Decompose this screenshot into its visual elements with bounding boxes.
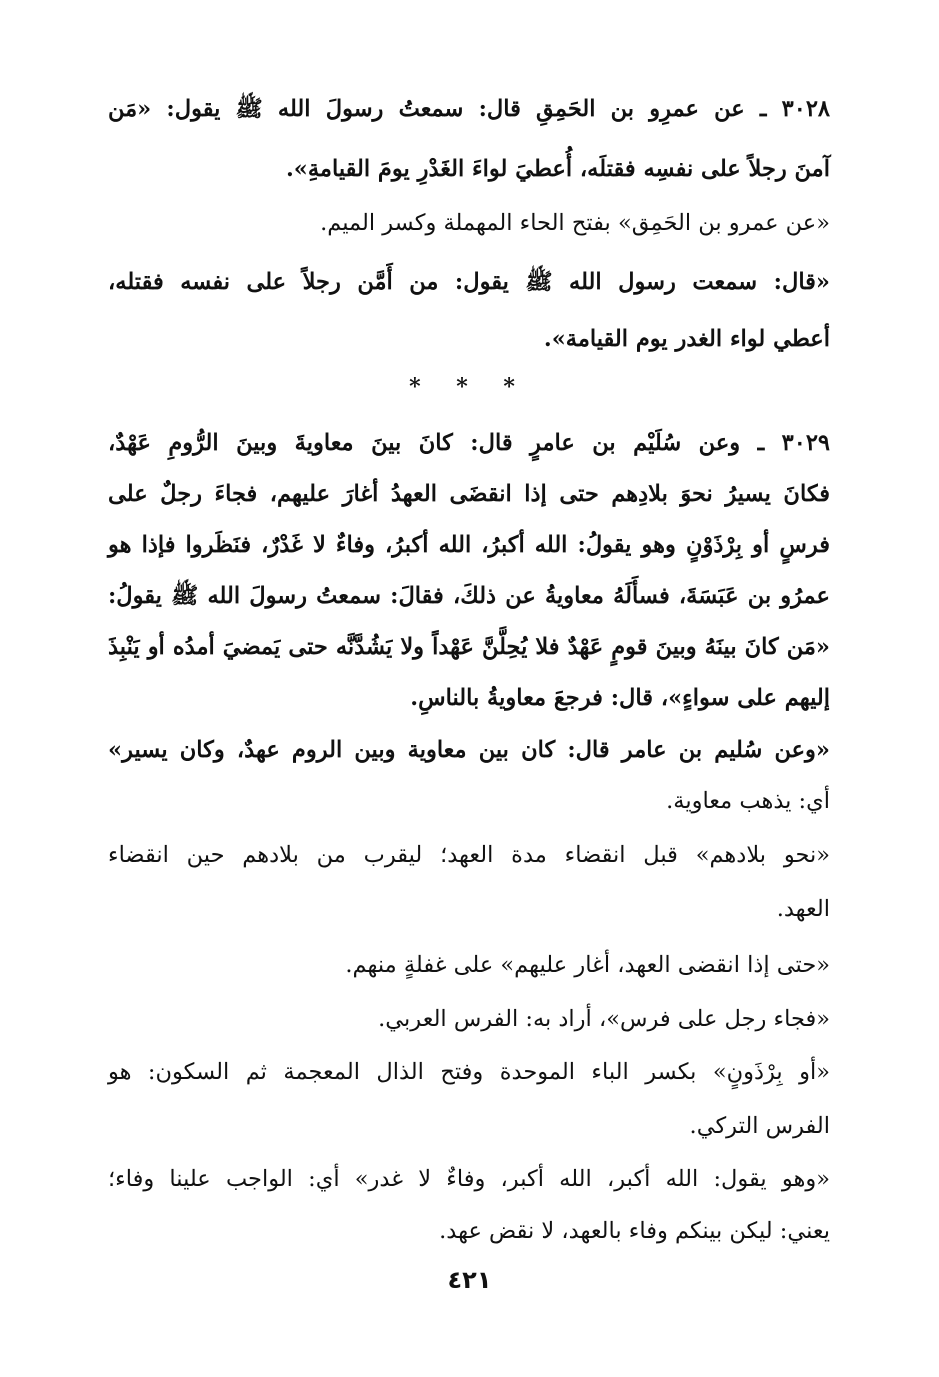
hadith-3029-line-5: «مَن كانَ بينَهُ وبينَ قومٍ عَهْدٌ فلا يُحِلَّنَّ عَهْداً ولا يَشُدَّنَّه حتى يَمضيَ أمدُه أو يَنْبِذَ [108,634,830,660]
commentary-3029-5-line-2: الفرس التركي. [689,1113,830,1139]
hadith-3028-line-1: ٣٠٢٨ ـ عن عمرِو بن الحَمِقِ قال: سمعتُ رسولَ الله ﷺ يقول: «مَن [108,96,830,122]
commentary-3029-6-line-2: يعني: ليكن بينكم وفاء بالعهد، لا نقض عهد. [439,1218,830,1244]
hadith-3029-line-1: ٣٠٢٩ ـ وعن سُلَيْم بن عامرٍ قال: كانَ بينَ معاويةَ وبينَ الرُّومِ عَهْدٌ، [108,430,830,456]
section-separator: * * * [409,374,529,400]
hadith-3029-line-2: فكانَ يسيرُ نحوَ بلادِهم حتى إذا انقضَى العهدُ أغارَ عليهم، فجاءَ رجلٌ على [108,481,830,507]
hadith-3029-line-3: فرسٍ أو بِرْذَوْنٍ وهو يقولُ: الله أكبرُ، الله أكبرُ، وفاءٌ لا غَدْرٌ، فنَظَروا فإذا هو [108,532,830,558]
hadith-3028-line-2: آمنَ رجلاً على نفسِه فقتلَه، أُعطيَ لواءَ الغَدْرِ يومَ القيامةِ». [285,156,830,182]
commentary-3029-1-line-2: أي: يذهب معاوية. [666,788,830,814]
commentary-3029-5-line-1: «أو بِرْذَونٍ» بكسر الباء الموحدة وفتح الذال المعجمة ثم السكون: هو [108,1059,830,1085]
commentary-3029-2-line-2: العهد. [776,896,830,922]
hadith-3029-line-4: عمرُو بن عَبَسَةَ، فسأَلَهُ معاويةُ عن ذلكَ، فقالَ: سمعتُ رسولَ الله ﷺ يقولُ: [108,583,830,609]
page-number: ٤٢١ [447,1266,492,1294]
commentary-3028-1: «عن عمرو بن الحَمِق» بفتح الحاء المهملة وكسر الميم. [320,210,830,236]
commentary-3029-6-line-1: «وهو يقول: الله أكبر، الله أكبر، وفاءٌ لا غدر» أي: الواجب علينا وفاء؛ [108,1166,830,1192]
commentary-3028-2-line-1: «قال: سمعت رسول الله ﷺ يقول: من أَمَّن رجلاً على نفسه فقتله، [108,269,830,295]
commentary-3029-2-line-1: «نحو بلادهم» قبل انقضاء مدة العهد؛ ليقرب من بلادهم حين انقضاء [108,842,830,868]
commentary-3029-3: «حتى إذا انقضى العهد، أغار عليهم» على غفلةٍ منهم. [345,952,830,978]
hadith-3029-line-6: إليهم على سواءٍ»، قال: فرجعَ معاويةُ بالناسِ. [410,685,830,711]
commentary-3028-2-line-2: أعطي لواء الغدر يوم القيامة». [543,326,830,352]
commentary-3029-1-line-1: «وعن سُليم بن عامر قال: كان بين معاوية وبين الروم عهدٌ، وكان يسير» [108,737,830,763]
commentary-3029-4: «فجاء رجل على فرس»، أراد به: الفرس العربي. [378,1006,830,1032]
